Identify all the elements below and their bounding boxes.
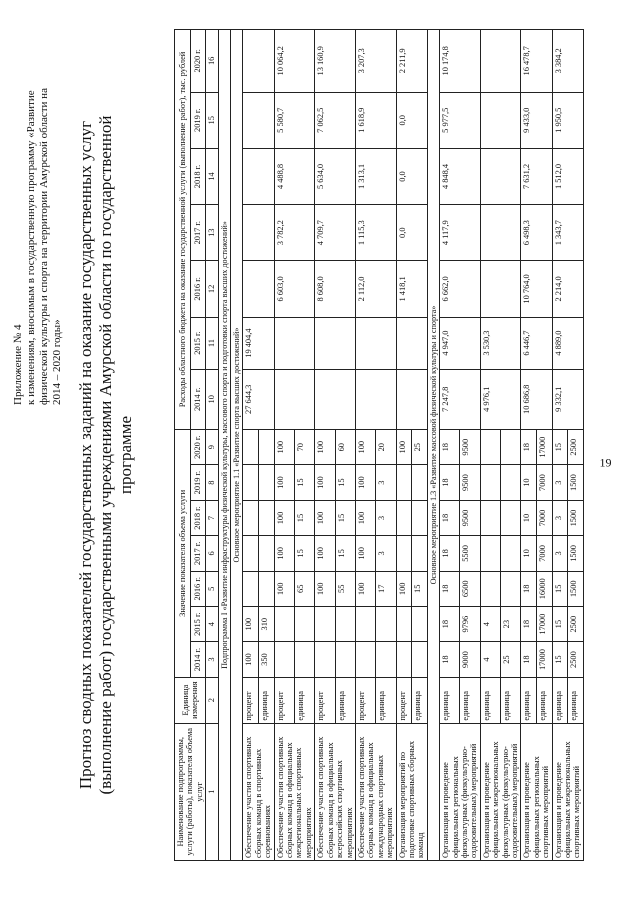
unit-cell: единица (412, 677, 428, 723)
volume-value (396, 536, 412, 571)
expense-value: 1 418,1 (396, 261, 427, 317)
volume-value (259, 536, 275, 571)
volume-value (259, 500, 275, 535)
volume-value (259, 429, 275, 464)
volume-value (294, 642, 314, 677)
volume-value: 3 (376, 536, 396, 571)
column-number: 9 (206, 429, 218, 464)
volume-value: 1500 (568, 500, 584, 535)
service-name: Обеспечение участия спортивных сборных команд в спортивных соревнованиях (243, 723, 274, 860)
service-name: Организация и проведение официальных межрегиональных физкультурных (физкультурно-оздоровительных) мероприятий (480, 723, 521, 860)
expense-value: 3 207,3 (355, 30, 396, 93)
volume-value: 10 (521, 465, 537, 500)
volume-value (480, 429, 500, 464)
volume-value: 17000 (537, 606, 553, 641)
service-name: Организация и проведение официальных региональных спортивных мероприятий (521, 723, 552, 860)
unit-cell: единица (376, 677, 396, 723)
expense-year-header: 2018 г. (190, 148, 206, 204)
volume-value: 15 (294, 500, 314, 535)
volume-value: 100 (315, 500, 335, 535)
volume-value: 18 (440, 500, 460, 535)
expense-value: 13 160,9 (315, 30, 356, 93)
volume-value (259, 465, 275, 500)
service-name: Обеспечение участия спортивных сборных команд в официальных международных спортивных мероприятиях (355, 723, 396, 860)
expense-value: 10 064,2 (274, 30, 315, 93)
volume-value: 100 (243, 642, 259, 677)
expense-value (243, 92, 274, 148)
expense-value: 4 976,1 (480, 369, 521, 429)
column-number: 5 (206, 571, 218, 606)
unit-cell: единица (568, 677, 584, 723)
table-row (274, 30, 294, 861)
column-number: 14 (206, 148, 218, 204)
volume-value (396, 465, 412, 500)
expense-value: 2 211,9 (396, 30, 427, 93)
volume-year-header: 2014 г. (190, 642, 206, 677)
forecast-table (174, 29, 584, 861)
section-heading: Основное мероприятие 1.1 «Развитие спорта высших достижений» (231, 30, 243, 861)
section-row (231, 30, 243, 861)
volume-value (412, 465, 428, 500)
appendix-note (12, 65, 64, 405)
expense-year-header: 2017 г. (190, 205, 206, 261)
expense-value: 6 446,7 (521, 317, 552, 369)
volume-value (243, 500, 259, 535)
expense-year-header: 2019 г. (190, 92, 206, 148)
header-unit: Единица измерения (175, 677, 206, 723)
expense-value (243, 148, 274, 204)
section-row (218, 30, 230, 861)
volume-value: 15 (412, 571, 428, 606)
volume-value: 2500 (568, 429, 584, 464)
service-name: Обеспечение участия спортивных сборных команд в официальных межрегиональных спортивных мероприятиях (274, 723, 315, 860)
column-number: 10 (206, 369, 218, 429)
expense-value: 4 488,8 (274, 148, 315, 204)
expense-value: 8 608,0 (315, 261, 356, 317)
volume-value: 9796 (460, 606, 480, 641)
expense-year-header: 2016 г. (190, 261, 206, 317)
unit-cell: процент (274, 677, 294, 723)
expense-value (480, 261, 521, 317)
volume-value (396, 606, 412, 641)
volume-value: 10 (521, 500, 537, 535)
volume-value: 1500 (568, 536, 584, 571)
section-heading: Подпрограмма I «Развитие инфраструктуры физической культуры, массового спорта и подготовки спорта высших достижений» (218, 30, 230, 861)
header-volume: Значение показателя объема услуги (175, 429, 191, 677)
volume-value: 18 (440, 571, 460, 606)
expense-value: 2 214,0 (552, 261, 583, 317)
volume-value (501, 536, 521, 571)
section-row (427, 30, 439, 861)
header-expenses: Расходы областного бюджета на оказание государственной услуги (выполнение работ), тыс. рублей (175, 30, 191, 430)
table-row (396, 30, 412, 861)
volume-value (412, 536, 428, 571)
expense-value: 16 478,7 (521, 30, 552, 93)
volume-value (501, 571, 521, 606)
table-row (355, 30, 375, 861)
expense-value: 19 404,4 (243, 317, 274, 369)
volume-value: 18 (521, 571, 537, 606)
volume-value: 100 (274, 536, 294, 571)
table-row (440, 30, 460, 861)
volume-value: 100 (243, 606, 259, 641)
unit-cell: процент (355, 677, 375, 723)
volume-value: 4 (480, 606, 500, 641)
volume-value (355, 606, 375, 641)
column-number: 2 (206, 677, 218, 723)
service-name: Организация и проведение официальных межрегиональных спортивных мероприятий (552, 723, 583, 860)
expense-value: 4 709,7 (315, 205, 356, 261)
expense-value: 7 247,8 (440, 369, 481, 429)
table-row (315, 30, 335, 861)
expense-value (315, 369, 356, 429)
column-number: 6 (206, 536, 218, 571)
expense-value: 7 631,2 (521, 148, 552, 204)
column-number: 1 (206, 723, 218, 860)
volume-value (274, 642, 294, 677)
volume-value (243, 536, 259, 571)
volume-value: 2500 (568, 606, 584, 641)
appendix-description: к изменениям, вносимым в государственную программу «Развитие физической культуры и спорта на территории Амурской области на 2014 – 2020 годы» (25, 88, 63, 405)
volume-value: 18 (521, 606, 537, 641)
volume-value: 100 (315, 429, 335, 464)
volume-value: 15 (335, 536, 355, 571)
volume-value: 15 (294, 536, 314, 571)
expense-value: 4 117,9 (440, 205, 481, 261)
expense-value (355, 317, 396, 369)
volume-value (501, 500, 521, 535)
expense-value: 6 498,3 (521, 205, 552, 261)
volume-value (501, 465, 521, 500)
volume-value (376, 642, 396, 677)
volume-year-header: 2016 г. (190, 571, 206, 606)
expense-value: 6 662,0 (440, 261, 481, 317)
volume-value (294, 606, 314, 641)
appendix-number: Приложение № 4 (12, 324, 24, 405)
expense-value (396, 369, 427, 429)
volume-value: 17000 (537, 429, 553, 464)
expense-value: 9 433,0 (521, 92, 552, 148)
table-body (218, 30, 583, 861)
volume-value: 18 (521, 642, 537, 677)
column-number: 7 (206, 500, 218, 535)
volume-value: 65 (294, 571, 314, 606)
unit-cell: единица (294, 677, 314, 723)
column-number: 11 (206, 317, 218, 369)
volume-value (335, 642, 355, 677)
volume-value: 6500 (460, 571, 480, 606)
unit-cell: единица (460, 677, 480, 723)
section-heading: Основное мероприятие 1.3 «Развитие массовой физической культуры и спорта» (427, 30, 439, 861)
expense-value: 4 848,4 (440, 148, 481, 204)
volume-value: 350 (259, 642, 275, 677)
volume-year-header: 2018 г. (190, 500, 206, 535)
expense-value: 0,0 (396, 205, 427, 261)
expense-value: 10 764,0 (521, 261, 552, 317)
unit-cell: единица (480, 677, 500, 723)
expense-value: 1 512,0 (552, 148, 583, 204)
expense-value: 9 332,1 (552, 369, 583, 429)
volume-value: 7000 (537, 465, 553, 500)
volume-value: 7000 (537, 536, 553, 571)
expense-value (315, 317, 356, 369)
volume-value: 100 (355, 571, 375, 606)
volume-value: 7000 (537, 500, 553, 535)
volume-year-header: 2019 г. (190, 465, 206, 500)
column-number: 4 (206, 606, 218, 641)
unit-cell: единица (521, 677, 537, 723)
volume-value (355, 642, 375, 677)
volume-value: 16000 (537, 571, 553, 606)
expense-value (480, 30, 521, 93)
page-number: 19 (599, 455, 612, 470)
expense-value: 4 947,0 (440, 317, 481, 369)
volume-value: 100 (355, 536, 375, 571)
unit-cell: процент (243, 677, 259, 723)
table-row (552, 30, 568, 861)
expense-value: 7 062,5 (315, 92, 356, 148)
volume-value (396, 642, 412, 677)
header-row-groups (175, 30, 191, 861)
volume-value: 4 (480, 642, 500, 677)
expense-value: 1 618,9 (355, 92, 396, 148)
volume-value (315, 606, 335, 641)
volume-value: 20 (376, 429, 396, 464)
expense-value (243, 205, 274, 261)
column-number: 8 (206, 465, 218, 500)
expense-value: 5 634,0 (315, 148, 356, 204)
volume-value (243, 571, 259, 606)
volume-value: 1500 (568, 465, 584, 500)
header-name: Наименование подпрограммы, услуги (работы), показателя объема услуг (175, 723, 206, 860)
column-number: 13 (206, 205, 218, 261)
unit-cell: единица (501, 677, 521, 723)
service-name: Организация и проведение официальных региональных физкультурных (физкультурно-оздоровительных) мероприятий (440, 723, 481, 860)
expense-value (396, 317, 427, 369)
volume-value: 5500 (460, 536, 480, 571)
column-number: 15 (206, 92, 218, 148)
volume-value: 25 (501, 642, 521, 677)
volume-value: 100 (396, 429, 412, 464)
volume-value: 100 (274, 429, 294, 464)
expense-value: 1 950,5 (552, 92, 583, 148)
expense-value: 5 580,7 (274, 92, 315, 148)
unit-cell: единица (335, 677, 355, 723)
table-row (521, 30, 537, 861)
service-name: Организация мероприятий по подготовке спортивных сборных команд (396, 723, 427, 860)
volume-value: 9000 (460, 642, 480, 677)
unit-cell: процент (315, 677, 335, 723)
document-title: Прогноз сводных показателей государственных заданий на оказание государственных услуг (выполнение работ) государственными учреждениями Амурской области по государственной программе (76, 115, 135, 795)
expense-value: 6 603,0 (274, 261, 315, 317)
expense-value (274, 317, 315, 369)
expense-value (355, 369, 396, 429)
expense-value: 1 115,3 (355, 205, 396, 261)
volume-year-header: 2015 г. (190, 606, 206, 641)
column-number: 12 (206, 261, 218, 317)
volume-value: 15 (294, 465, 314, 500)
volume-value: 3 (552, 500, 568, 535)
expense-value: 27 644,3 (243, 369, 274, 429)
volume-value (480, 465, 500, 500)
unit-cell: единица (259, 677, 275, 723)
header-row-column-numbers (206, 30, 218, 861)
volume-value: 100 (274, 571, 294, 606)
volume-value: 100 (315, 536, 335, 571)
volume-value (243, 429, 259, 464)
volume-value: 1500 (568, 571, 584, 606)
volume-value: 60 (335, 429, 355, 464)
expense-value (480, 205, 521, 261)
volume-value: 100 (274, 465, 294, 500)
volume-value: 3 (376, 500, 396, 535)
volume-value (259, 571, 275, 606)
column-number: 3 (206, 642, 218, 677)
volume-value (376, 606, 396, 641)
volume-value (412, 642, 428, 677)
expense-value: 3 530,3 (480, 317, 521, 369)
volume-value: 100 (355, 429, 375, 464)
volume-value: 15 (552, 606, 568, 641)
expense-value: 5 977,5 (440, 92, 481, 148)
volume-value: 100 (396, 571, 412, 606)
volume-value: 2500 (568, 642, 584, 677)
volume-value (243, 465, 259, 500)
expense-value: 3 782,2 (274, 205, 315, 261)
unit-cell: процент (396, 677, 412, 723)
volume-value: 3 (552, 465, 568, 500)
expense-value: 0,0 (396, 92, 427, 148)
volume-value: 15 (552, 642, 568, 677)
volume-value: 310 (259, 606, 275, 641)
volume-year-header: 2017 г. (190, 536, 206, 571)
volume-value (480, 571, 500, 606)
volume-value: 9500 (460, 429, 480, 464)
volume-value: 23 (501, 606, 521, 641)
volume-value: 18 (440, 536, 460, 571)
volume-value: 18 (440, 429, 460, 464)
unit-cell: единица (440, 677, 460, 723)
column-number: 16 (206, 30, 218, 93)
volume-value: 9500 (460, 465, 480, 500)
expense-year-header: 2014 г. (190, 369, 206, 429)
volume-value: 100 (355, 500, 375, 535)
volume-value: 15 (335, 500, 355, 535)
expense-value: 1 313,1 (355, 148, 396, 204)
volume-value (412, 606, 428, 641)
expense-value (480, 148, 521, 204)
volume-value (335, 606, 355, 641)
volume-value: 100 (315, 465, 335, 500)
volume-value: 17 (376, 571, 396, 606)
volume-value: 55 (335, 571, 355, 606)
expense-value: 10 174,8 (440, 30, 481, 93)
expense-value: 0,0 (396, 148, 427, 204)
volume-value: 15 (335, 465, 355, 500)
volume-value (315, 642, 335, 677)
volume-value (480, 536, 500, 571)
table-row (243, 30, 259, 861)
expense-value (480, 92, 521, 148)
volume-value: 9500 (460, 500, 480, 535)
expense-year-header: 2015 г. (190, 317, 206, 369)
volume-value (274, 606, 294, 641)
volume-value: 17000 (537, 642, 553, 677)
volume-value (396, 500, 412, 535)
expense-value: 1 343,7 (552, 205, 583, 261)
expense-value: 2 112,0 (355, 261, 396, 317)
volume-value (501, 429, 521, 464)
volume-year-header: 2020 г. (190, 429, 206, 464)
volume-value: 3 (376, 465, 396, 500)
service-name: Обеспечение участия спортивных сборных команд в официальных всероссийских спортивных мероприятиях (315, 723, 356, 860)
volume-value: 10 (521, 536, 537, 571)
volume-value: 18 (440, 606, 460, 641)
expense-value: 10 686,8 (521, 369, 552, 429)
expense-value: 4 889,0 (552, 317, 583, 369)
unit-cell: единица (552, 677, 568, 723)
volume-value: 18 (440, 642, 460, 677)
volume-value: 100 (315, 571, 335, 606)
unit-cell: единица (537, 677, 553, 723)
volume-value: 18 (521, 429, 537, 464)
volume-value: 18 (440, 465, 460, 500)
table-row (480, 30, 500, 861)
expense-value (243, 30, 274, 93)
volume-value: 15 (552, 571, 568, 606)
volume-value: 25 (412, 429, 428, 464)
volume-value (412, 500, 428, 535)
volume-value: 15 (552, 429, 568, 464)
expense-value (274, 369, 315, 429)
expense-value (243, 261, 274, 317)
volume-value (480, 500, 500, 535)
volume-value: 3 (552, 536, 568, 571)
volume-value: 70 (294, 429, 314, 464)
expense-year-header: 2020 г. (190, 30, 206, 93)
expense-value: 3 384,2 (552, 30, 583, 93)
volume-value: 100 (274, 500, 294, 535)
volume-value: 100 (355, 465, 375, 500)
